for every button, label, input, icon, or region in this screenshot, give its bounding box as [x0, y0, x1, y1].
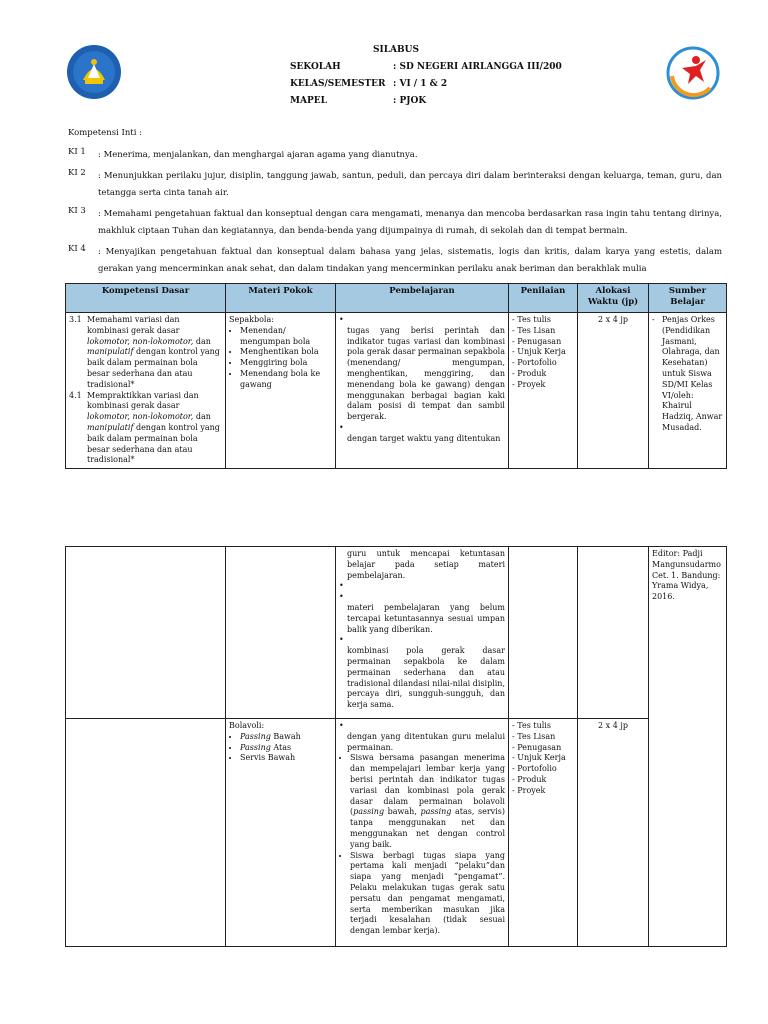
list-item: - Penugasan — [512, 337, 574, 348]
penilaian-cell — [509, 719, 578, 947]
materi-cell — [226, 313, 336, 469]
header-value: : SD NEGERI AIRLANGGA III/200 — [393, 62, 562, 72]
list-item: - Proyek — [512, 380, 574, 391]
pembelajaran-text: dengan target waktu yang ditentukan — [347, 433, 501, 443]
ki-text: : Menyajikan pengetahuan faktual dan konseptual dalam bahasa yang jelas, sistematis, logis dan kritis, dalam karya yang estetis, dalam gerakan yang mencerminkan anak sehat, dan dalam tindakan yang mencerminkan perilaku anak beriman dan berakhlak mulia — [98, 247, 722, 275]
table-row — [66, 547, 727, 719]
list-item: - Produk — [512, 775, 574, 786]
kd-text-italic: lokomotor, non-lokomotor, — [87, 412, 194, 422]
bullet-marker — [339, 581, 505, 592]
syllabus-table-part-1 — [65, 283, 727, 469]
list-item — [350, 753, 505, 850]
header-row-class — [290, 78, 562, 95]
list-item: - Portofolio — [512, 764, 574, 775]
ki-intro: Kompetensi Inti : — [68, 128, 143, 138]
kurikulum-logo-icon — [666, 46, 720, 100]
text-part: Siswa bersama pasangan menerima dan mempelajari lembar kerja yang berisi perintah dan indikator tugas variasi dan kombinasi pola gerak dasar dalam permainan bolavoli ( — [350, 753, 505, 817]
kd-text-part: dan — [193, 336, 211, 346]
italic-term: passing — [420, 807, 452, 817]
dash-marker: - — [652, 315, 655, 324]
kd-text — [87, 391, 222, 467]
kd-text-part: Mempraktikkan variasi dan kombinasi gerak dasar — [87, 390, 199, 411]
term-rest: Bawah — [270, 731, 301, 741]
ki-number: KI 1 — [68, 147, 86, 158]
pembelajaran-text: materi pembelajaran yang belum tercapai ketuntasannya sesuai umpan balik yang diberikan. — [347, 602, 505, 634]
list-item: - Portofolio — [512, 358, 574, 369]
list-item: - Proyek — [512, 786, 574, 797]
list-item: • Siswa berbagi tugas siapa yang pertama kali menjadi “pelaku”dan siapa yang menjadi “pengamat”. Pelaku melakukan tugas gerak satu persatu dan pengamat mengamati, serta memberikan masukan jika terjadi kesalahan (tidak sesuai dengan lembar kerja). — [350, 851, 505, 937]
ki-number: KI 3 — [68, 206, 86, 217]
column-header: Kompetensi Dasar — [66, 284, 226, 313]
bullet-marker — [339, 423, 505, 434]
table-row — [66, 313, 727, 469]
list-item: • Menghentikan bola — [240, 347, 332, 358]
kd-text-part: dengan kontrol yang baik dalam permainan bola besar sederhana dan atau tradisional* — [87, 422, 220, 465]
ki-text: : Menunjukkan perilaku jujur, disiplin, tanggung jawab, santun, peduli, dan percaya diri dalam berinteraksi dengan keluarga, teman, guru, dan tetangga serta cinta tanah air. — [98, 171, 722, 199]
document-title: SILABUS — [373, 45, 419, 55]
pembelajaran-text: tugas yang berisi perintah dan indikator tugas variasi dan kombinasi pola gerak dasar permainan sepakbola (menendang/ mengumpan, menghentikan, menggiring, dan menendang bola ke gawang) dengan menggunakan berbagai bagian kaki dalam posisi di tempat dan sambil bergerak. — [347, 325, 505, 422]
bullet-marker — [339, 635, 505, 646]
core-competencies — [68, 128, 722, 282]
sumber-text: Penjas Orkes (Pendidikan Jasmani, Olahraga, dan Kesehatan) untuk Siswa SD/MI Kelas VI/oleh: Khairul Hadziq, Anwar Musadad. — [662, 315, 723, 432]
column-header: Pembelajaran — [336, 284, 509, 313]
alokasi-cell — [578, 547, 649, 719]
header-info — [290, 61, 562, 112]
italic-term: Passing — [240, 731, 271, 741]
sumber-cell — [649, 547, 727, 947]
sumber-text: Editor: Padji Mangunsudarmo Cet. 1. Bandung: Yrama Widya, 2016. — [652, 549, 721, 602]
header-row-school — [290, 61, 562, 78]
ki-number: KI 2 — [68, 168, 86, 179]
ki-text: : Menerima, menjalankan, dan menghargai ajaran agama yang dianutnya. — [98, 150, 418, 161]
penilaian-cell — [509, 313, 578, 469]
ki-item — [68, 206, 722, 240]
list-item: - Tes tulis — [512, 721, 574, 732]
header-label: KELAS/SEMESTER — [290, 79, 386, 89]
bullet-marker — [339, 721, 505, 732]
column-header: Alokasi Waktu (jp) — [578, 284, 649, 313]
kd-item — [69, 391, 222, 467]
kd-text-italic: lokomotor, non-lokomotor, — [87, 336, 194, 346]
sumber-cell — [649, 313, 727, 469]
materi-cell — [226, 547, 336, 719]
kd-text-italic: manipulatif — [87, 422, 134, 432]
bullet-marker — [339, 592, 505, 603]
materi-title: Bolavoli: — [229, 721, 265, 730]
alokasi-cell: 2 x 4 jp — [578, 313, 649, 469]
list-item: - Tes Lisan — [512, 732, 574, 743]
kd-number: 4.1 — [69, 390, 82, 400]
header-label: SEKOLAH — [290, 62, 341, 72]
header-value: : VI / 1 & 2 — [393, 79, 448, 89]
column-header: Penilaian — [509, 284, 578, 313]
pembelajaran-text: kombinasi pola gerak dasar permainan sepakbola ke dalam permainan sederhana dan atau tradisional dilandasi nilai-nilai disiplin, percaya diri, sungguh-sungguh, dan kerja sama. — [347, 646, 505, 710]
kd-cell — [66, 547, 226, 719]
column-header: Sumber Belajar — [649, 284, 727, 313]
italic-term: Passing — [240, 742, 271, 752]
list-item — [240, 743, 332, 754]
materi-list — [229, 732, 332, 764]
bullet-marker — [339, 315, 505, 326]
penilaian-cell — [509, 547, 578, 719]
column-header: Materi Pokok — [226, 284, 336, 313]
syllabus-table-part-2 — [65, 546, 727, 947]
ki-item — [68, 147, 722, 164]
list-item: - Tes Lisan — [512, 326, 574, 337]
header-value: : PJOK — [393, 96, 427, 106]
list-item: • Menendan/ mengumpan bola — [240, 326, 332, 348]
pembelajaran-cell — [336, 313, 509, 469]
header-row-subject — [290, 95, 562, 112]
ki-text: : Memahami pengetahuan faktual dan konseptual dengan cara mengamati, menanya dan mencoba berdasarkan rasa ingin tahu tentang dirinya, makhluk ciptaan Tuhan dan kegiatannya, dan benda-benda yang dijumpainya di rumah, di sekolah dan di tempat bermain. — [98, 209, 722, 237]
list-item: - Produk — [512, 369, 574, 380]
kd-number: 3.1 — [69, 315, 82, 324]
term-rest: Servis Bawah — [240, 753, 296, 763]
pembelajaran-text: dengan yang ditentukan guru melalui permainan. — [347, 731, 505, 752]
kd-text-italic: manipulatif — [87, 347, 134, 357]
materi-cell — [226, 719, 336, 947]
ki-item — [68, 244, 722, 278]
list-item: - Penugasan — [512, 743, 574, 754]
ki-item — [68, 168, 722, 202]
ki-number: KI 4 — [68, 244, 86, 255]
table-row — [66, 719, 727, 947]
pembelajaran-list — [339, 753, 505, 937]
list-item: - Unjuk Kerja — [512, 347, 574, 358]
list-item: • Menendang bola ke gawang — [240, 369, 332, 391]
pembelajaran-cell — [336, 719, 509, 947]
kd-text — [87, 315, 222, 391]
penilaian-list — [512, 721, 574, 797]
list-item: - Tes tulis — [512, 315, 574, 326]
penilaian-list — [512, 315, 574, 391]
kd-item — [69, 315, 222, 391]
kd-text-part: dan — [193, 412, 211, 422]
alokasi-cell: 2 x 4 jp — [578, 719, 649, 947]
kd-cell — [66, 719, 226, 947]
term-rest: Atas — [270, 742, 292, 752]
text-part: atas, servis) tanpa menggunakan net dan menggunakan net dengan control yang baik. — [350, 807, 505, 849]
sumber-item — [652, 315, 723, 434]
list-item — [240, 753, 332, 764]
table-header-row — [66, 284, 727, 313]
header-label: MAPEL — [290, 96, 327, 106]
list-item — [240, 732, 332, 743]
pembelajaran-cell — [336, 547, 509, 719]
kd-cell — [66, 313, 226, 469]
pembelajaran-text: guru untuk mencapai ketuntasan belajar pada setiap materi pembelajaran. — [347, 549, 505, 580]
italic-term: passing — [353, 807, 385, 817]
materi-title: Sepakbola: — [229, 315, 274, 324]
text-part: bawah, — [384, 807, 421, 817]
list-item: - Unjuk Kerja — [512, 753, 574, 764]
kd-text-part: dengan kontrol yang baik dalam permainan bola besar sederhana dan atau tradisional* — [87, 347, 220, 389]
tut-wuri-handayani-logo-icon — [66, 44, 122, 100]
list-item: • Menggiring bola — [240, 358, 332, 369]
materi-list — [229, 326, 332, 391]
kd-text-part: Memahami variasi dan kombinasi gerak dasar — [87, 315, 180, 335]
